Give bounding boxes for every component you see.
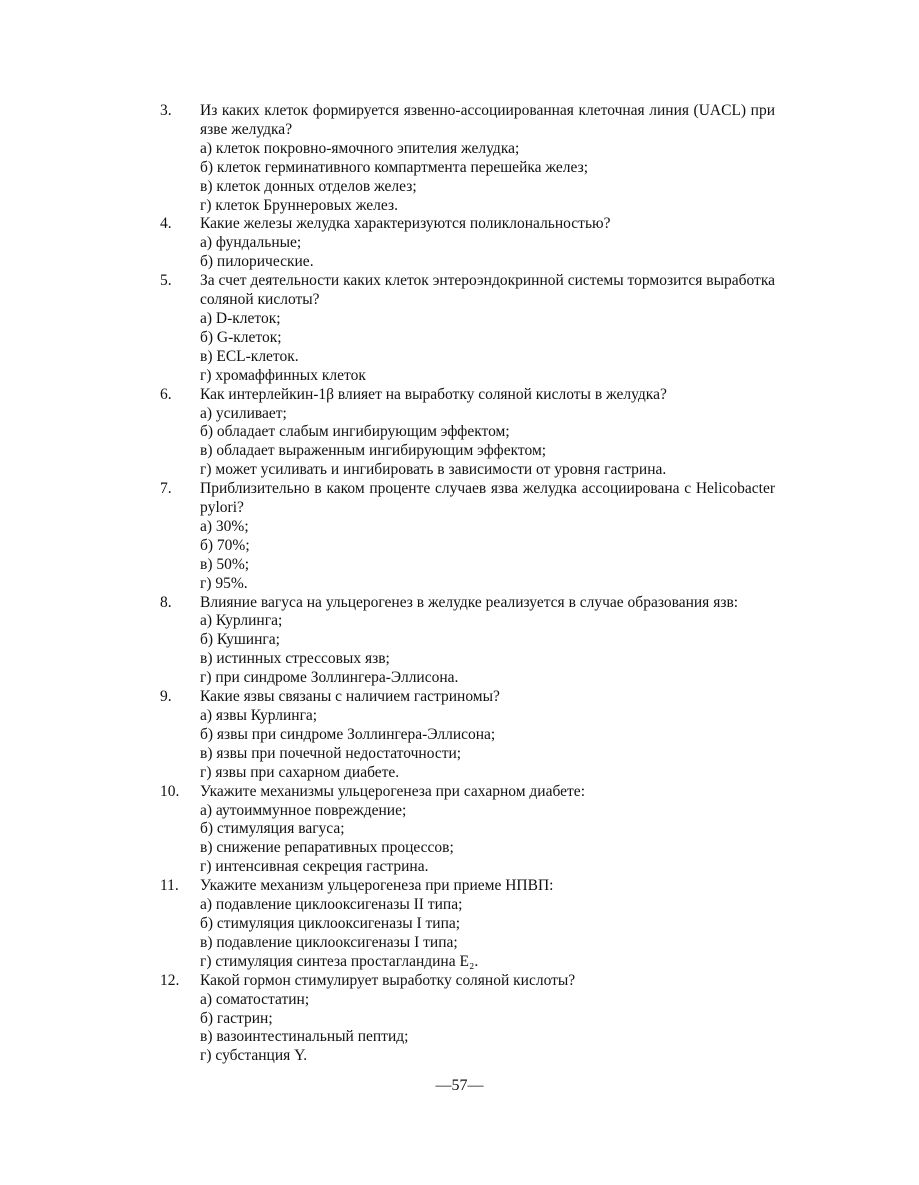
answer-option: б) стимуляция циклооксигеназы I типа; [200,914,461,932]
answer-option: б) обладает слабым ингибирующим эффектом; [200,423,510,441]
answer-option: а) усиливает; [200,404,287,422]
answer-option: в) вазоинтестинальный пептид; [200,1028,409,1046]
question-text: Какие язвы связаны с наличием гастриномы? [200,688,500,706]
answer-option: в) снижение репаративных процессов; [200,839,454,857]
question-text: Как интерлейкин-1β влияет на выработку соляной кислоты в желудка? [200,385,667,403]
answer-option: б) пилорические. [200,253,314,271]
question-item [160,972,775,1067]
answer-option: а) фундальные; [200,234,302,252]
question-text: Какие железы желудка характеризуются поликлональностью? [200,215,611,233]
answer-option: б) язвы при синдроме Золлингера-Эллисона; [200,725,496,743]
answer-option: в) подавление циклооксигеназы I типа; [200,933,458,951]
answer-option: а) аутоиммунное повреждение; [200,801,407,819]
question-text: Укажите механизмы ульцерогенеза при сахарном диабете: [200,782,585,800]
answer-option: б) G-клеток; [200,328,282,346]
answer-option: в) язвы при почечной недостаточности; [200,744,462,762]
answer-option: б) клеток герминативного компартмента перешейка желез; [200,158,589,176]
answer-option: а) 30%; [200,517,249,535]
answer-option: в) обладает выраженным ингибирующим эффектом; [200,442,547,460]
question-number: 4. [160,215,172,233]
question-text: Какой гормон стимулирует выработку соляной кислоты? [200,971,576,989]
question-number: 6. [160,385,172,403]
answer-option: г) клеток Бруннеровых желез. [200,196,398,214]
question-number: 7. [160,480,172,498]
answer-option: г) 95%. [200,574,248,592]
answer-option: в) 50%; [200,555,250,573]
answer-option: г) при синдроме Золлингера-Эллисона. [200,669,459,687]
page-number: —57— [435,1077,484,1094]
answer-option: в) ECL-клеток. [200,347,299,365]
question-text: Укажите механизм ульцерогенеза при приеме НПВП: [200,877,554,895]
question-number: 11. [160,877,179,895]
question-text: Из каких клеток формируется язвенно-ассоциированная клеточная линия (UACL) при язве желудка? [200,102,775,138]
question-item [160,102,775,215]
answer-option: г) интенсивная секреция гастрина. [200,858,429,876]
question-text: Влияние вагуса на ульцерогенез в желудке реализуется в случае образования язв: [200,593,739,611]
answer-option: б) Кушинга; [200,631,280,649]
answer-option: а) язвы Курлинга; [200,707,318,724]
question-text: За счет деятельности каких клеток энтероэндокринной системы тормозится выработка соляной кислоты? [200,272,775,309]
question-item [160,877,775,972]
question-item [160,272,775,385]
question-item [160,688,775,783]
answer-option: в) клеток донных отделов желез; [200,177,417,195]
answer-option: г) может усиливать и ингибировать в зависимости от уровня гастрина. [200,461,667,479]
answer-option: г) стимуляция синтеза простагландина E₂. [200,952,479,970]
question-number: 10. [160,782,180,800]
question-list [160,102,775,1066]
question-text: Приблизительно в каком проценте случаев язва желудка ассоциирована с Helicobacter pylori? [200,480,775,517]
answer-option: г) язвы при сахарном диабете. [200,763,400,781]
question-number: 12. [160,971,180,989]
answer-option: а) подавление циклооксигеназы II типа; [200,896,463,914]
question-item [160,783,775,878]
answer-option: б) 70%; [200,536,250,554]
answer-option: а) D-клеток; [200,309,281,327]
question-number: 5. [160,272,172,290]
question-number: 3. [160,102,172,119]
answer-option: б) гастрин; [200,1009,273,1027]
question-number: 9. [160,688,172,706]
answer-option: а) Курлинга; [200,612,283,630]
question-number: 8. [160,593,172,611]
answer-option: а) клеток покровно-ямочного эпителия желудка; [200,139,520,157]
question-item [160,386,775,481]
answer-option: в) истинных стрессовых язв; [200,650,390,668]
answer-option: г) субстанция Y. [200,1047,308,1065]
answer-option: б) стимуляция вагуса; [200,820,345,838]
answer-option: а) соматостатин; [200,990,310,1008]
answer-option: г) хромаффинных клеток [200,366,366,384]
question-item [160,215,775,272]
question-item [160,480,775,593]
question-item [160,594,775,689]
